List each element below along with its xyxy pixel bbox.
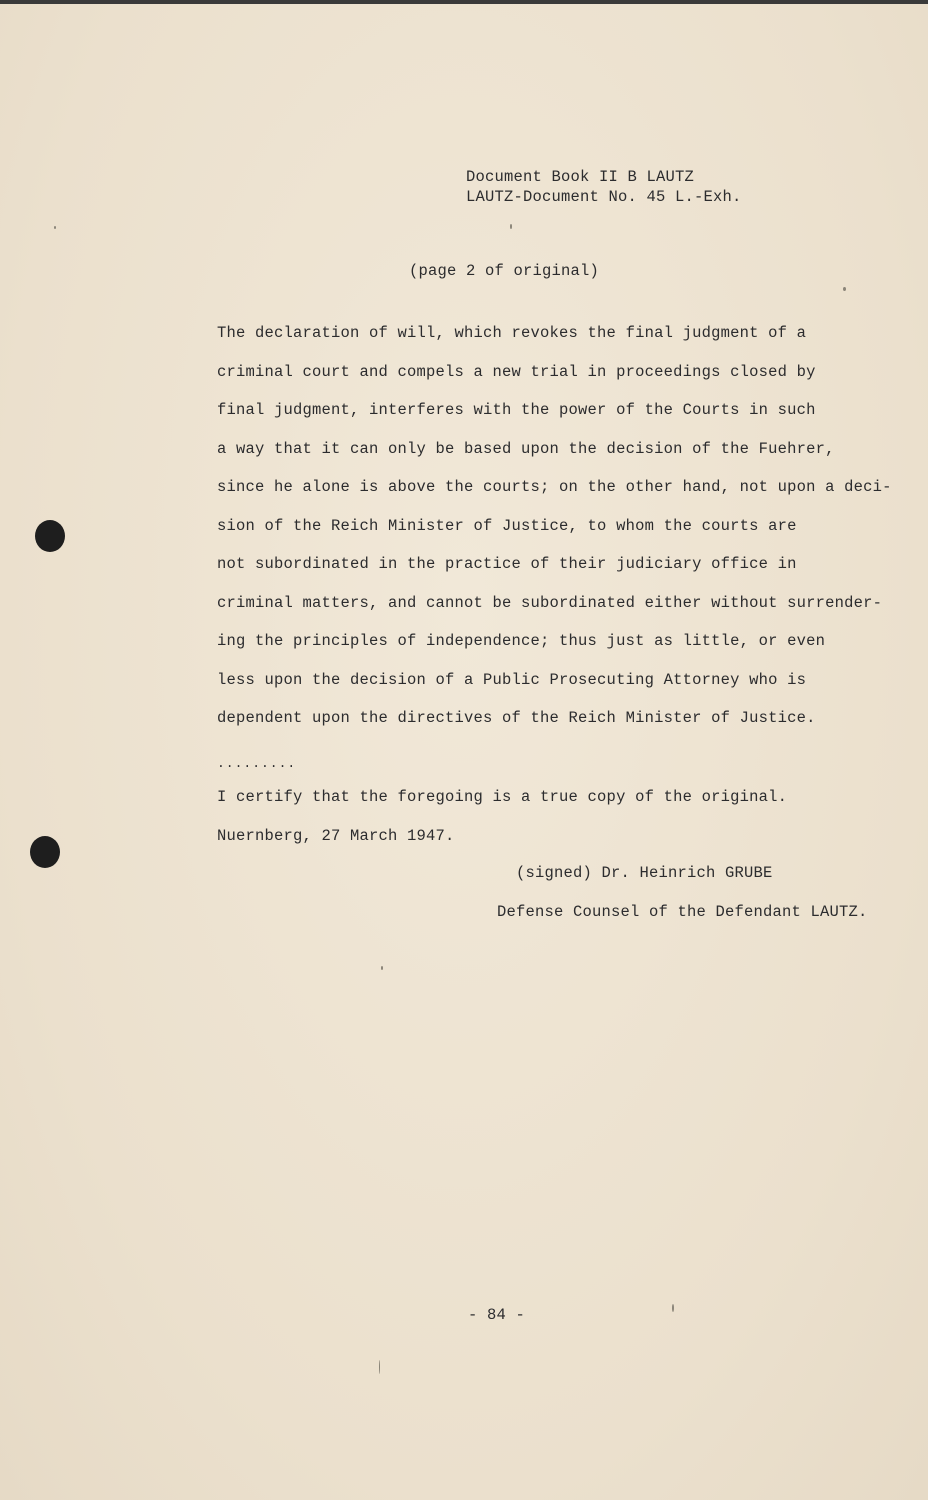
page-top-edge <box>0 0 928 4</box>
paper-speck <box>54 226 56 229</box>
document-book-header: Document Book II B LAUTZ <box>466 168 695 186</box>
body-line: less upon the decision of a Public Prosecuting Attorney who is <box>217 671 807 689</box>
body-line: not subordinated in the practice of their judiciary office in <box>217 555 797 573</box>
punch-hole <box>30 836 60 868</box>
signature-line: (signed) Dr. Heinrich GRUBE <box>516 864 773 882</box>
paper-speck <box>672 1304 674 1312</box>
place-and-date: Nuernberg, 27 March 1947. <box>217 827 455 845</box>
body-line: ing the principles of independence; thus just as little, or even <box>217 632 826 650</box>
body-line: final judgment, interferes with the power of the Courts in such <box>217 401 816 419</box>
paper-speck <box>843 287 846 291</box>
body-line: dependent upon the directives of the Reich Minister of Justice. <box>217 709 816 727</box>
certification-statement: I certify that the foregoing is a true copy of the original. <box>217 788 788 806</box>
page-number: - 84 - <box>468 1306 526 1324</box>
body-line: criminal court and compels a new trial in proceedings closed by <box>217 363 816 381</box>
paper-speck <box>379 1360 380 1374</box>
page-note: (page 2 of original) <box>409 262 600 280</box>
body-line: since he alone is above the courts; on the other hand, not upon a deci- <box>217 478 892 496</box>
counsel-title: Defense Counsel of the Defendant LAUTZ. <box>497 903 868 921</box>
paper-speck <box>381 966 383 970</box>
body-line: The declaration of will, which revokes the final judgment of a <box>217 324 807 342</box>
punch-hole <box>35 520 65 552</box>
body-line: a way that it can only be based upon the decision of the Fuehrer, <box>217 440 835 458</box>
paper-speck <box>510 224 512 229</box>
body-line: sion of the Reich Minister of Justice, to whom the courts are <box>217 517 797 535</box>
document-number-header: LAUTZ-Document No. 45 L.-Exh. <box>466 188 742 206</box>
body-line: criminal matters, and cannot be subordinated either without surrender- <box>217 594 883 612</box>
ellipsis-separator: ......... <box>217 756 297 771</box>
